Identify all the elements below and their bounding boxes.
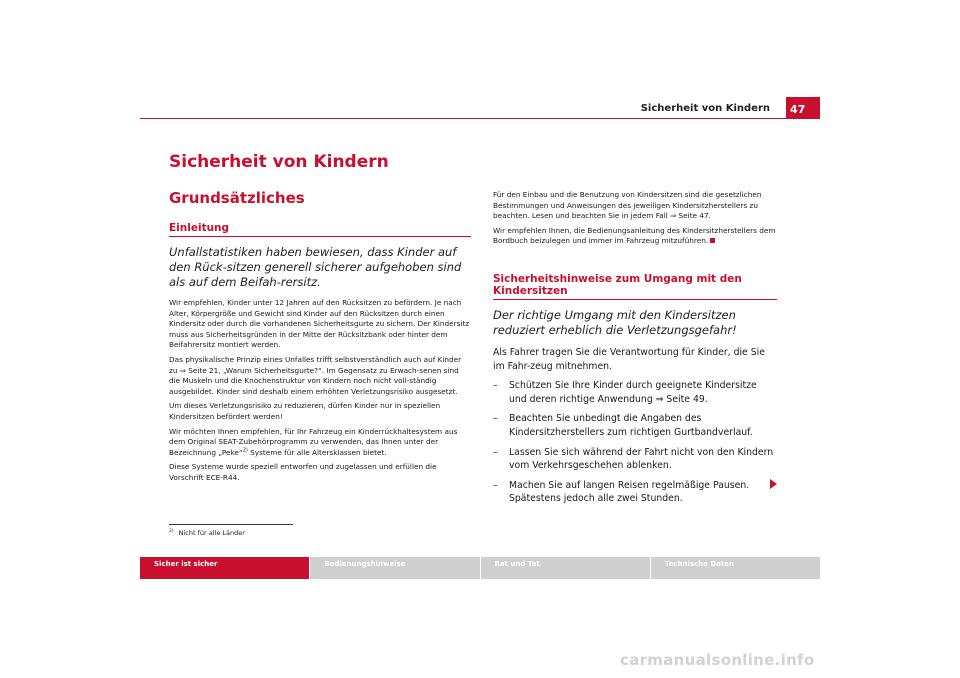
paragraph: Für den Einbau und die Benutzung von Kindersitzen sind die gesetzlichen Bestimmungen und Anweisungen des jeweiligen Kindersitzherstellers zu beachten. Lesen und beachten Sie in jedem Fall ⇒ Seite 47. xyxy=(493,190,762,221)
footnote-mark: 2) xyxy=(169,529,174,534)
footnote-rule xyxy=(169,524,293,525)
footer-nav xyxy=(140,557,820,579)
section-title: Grundsätzliches xyxy=(169,189,305,207)
subheading-einleitung: Einleitung xyxy=(169,222,471,237)
paragraph-text: Wir möchten Ihnen empfehlen, für Ihr Fahrzeug ein Kinderrückhaltesystem aus dem Original SEAT-Zubehörprogramm zu verwenden, das Ihnen unter der Bezeichnung „Peke“ xyxy=(169,426,458,457)
list-item: – Machen Sie auf langen Reisen regelmäßige Pausen. Spätestens jedoch alle zwei Stunden. xyxy=(493,479,777,506)
paragraph xyxy=(493,226,777,247)
paragraph-text: Wir empfehlen Ihnen, die Bedienungsanleitung des Kindersitzherstellers dem Bordbuch beizulegen und immer im Fahrzeug mitzuführen. xyxy=(493,225,776,246)
header-rule xyxy=(140,118,820,119)
list-item: – Schützen Sie Ihre Kinder durch geeignete Kindersitze und deren richtige Anwendung ⇒ Seite 49. xyxy=(493,379,777,406)
end-of-section-icon xyxy=(710,238,715,243)
list-item: – Lassen Sie sich während der Fahrt nicht von den Kindern vom Verkehrsgeschehen ablenken. xyxy=(493,446,777,473)
footnote-text: Nicht für alle Länder xyxy=(178,529,245,537)
paragraph: Um dieses Verletzungsrisiko zu reduzieren, dürfen Kinder nur in speziellen Kindersitzen befördert werden! xyxy=(169,401,441,421)
lead-text: Der richtige Umgang mit den Kindersitzen reduziert erheblich die Verletzungsgefahr! xyxy=(493,307,737,337)
lead-text: Unfallstatistiken haben bewiesen, dass Kinder auf den Rück-sitzen generell sicherer aufgehoben sind als auf dem Beifah-rersitz. xyxy=(169,245,462,289)
continue-arrow-icon xyxy=(770,479,777,489)
chapter-title: Sicherheit von Kindern xyxy=(169,152,389,172)
right-column xyxy=(493,190,777,512)
footer-tab-technische-daten[interactable]: Technische Daten xyxy=(651,557,820,579)
page-number-badge: 47 xyxy=(786,97,820,119)
paragraph: Das physikalische Prinzip eines Unfalles trifft selbstverständlich auch auf Kinder zu ⇒ Seite 21, „Warum Sicherheitsgurte?“. Im Gegensatz zu Erwach-senen sind die Muskeln und die Knochenstruktur von Kindern noch nicht voll-ständig ausgebildet. Kinder sind deshalb einem erhöhten Verletzungsrisiko ausgesetzt. xyxy=(169,354,462,396)
footnote xyxy=(169,529,245,537)
safety-list xyxy=(493,379,777,506)
header-title: Sicherheit von Kindern xyxy=(640,103,770,114)
left-column xyxy=(169,222,471,488)
intro-text: Als Fahrer tragen Sie die Verantwortung für Kinder, die Sie im Fahr-zeug mitnehmen. xyxy=(493,346,765,372)
paragraph: Wir empfehlen, Kinder unter 12 Jahren auf den Rücksitzen zu befördern. Je nach Alter, Körpergröße und Gewicht sind Kinder auf den Rücksitzen durch einen Kindersitz oder durch die vorhandenen Sicherheitsgurte zu sichern. Der Kindersitz muss aus Sicherheitsgründen in der Mitte der Rücksitzbank oder hinter dem Beifahrersitz montiert werden. xyxy=(169,298,470,350)
subheading-sicherheitshinweise: Sicherheitshinweise zum Umgang mit den Kindersitzen xyxy=(493,273,777,300)
watermark: carmanualsonline.info xyxy=(620,651,815,669)
paragraph: Diese Systeme wurde speziell entworfen und zugelassen und erfüllen die Vorschrift ECE-R44. xyxy=(169,462,437,482)
footer-tab-bedienungshinweise[interactable]: Bedienungshinweise xyxy=(310,557,479,579)
paragraph xyxy=(169,427,471,459)
footnote-reference: 2) xyxy=(242,447,248,454)
footer-tab-sicher-ist-sicher[interactable]: Sicher ist sicher xyxy=(140,557,309,579)
footer-tab-rat-und-tat[interactable]: Rat und Tat xyxy=(481,557,650,579)
list-item: – Beachten Sie unbedingt die Angaben des Kindersitzherstellers zum richtigen Gurtbandverlauf. xyxy=(493,412,777,439)
paragraph-text: Systeme für alle Altersklassen bietet. xyxy=(247,447,387,457)
